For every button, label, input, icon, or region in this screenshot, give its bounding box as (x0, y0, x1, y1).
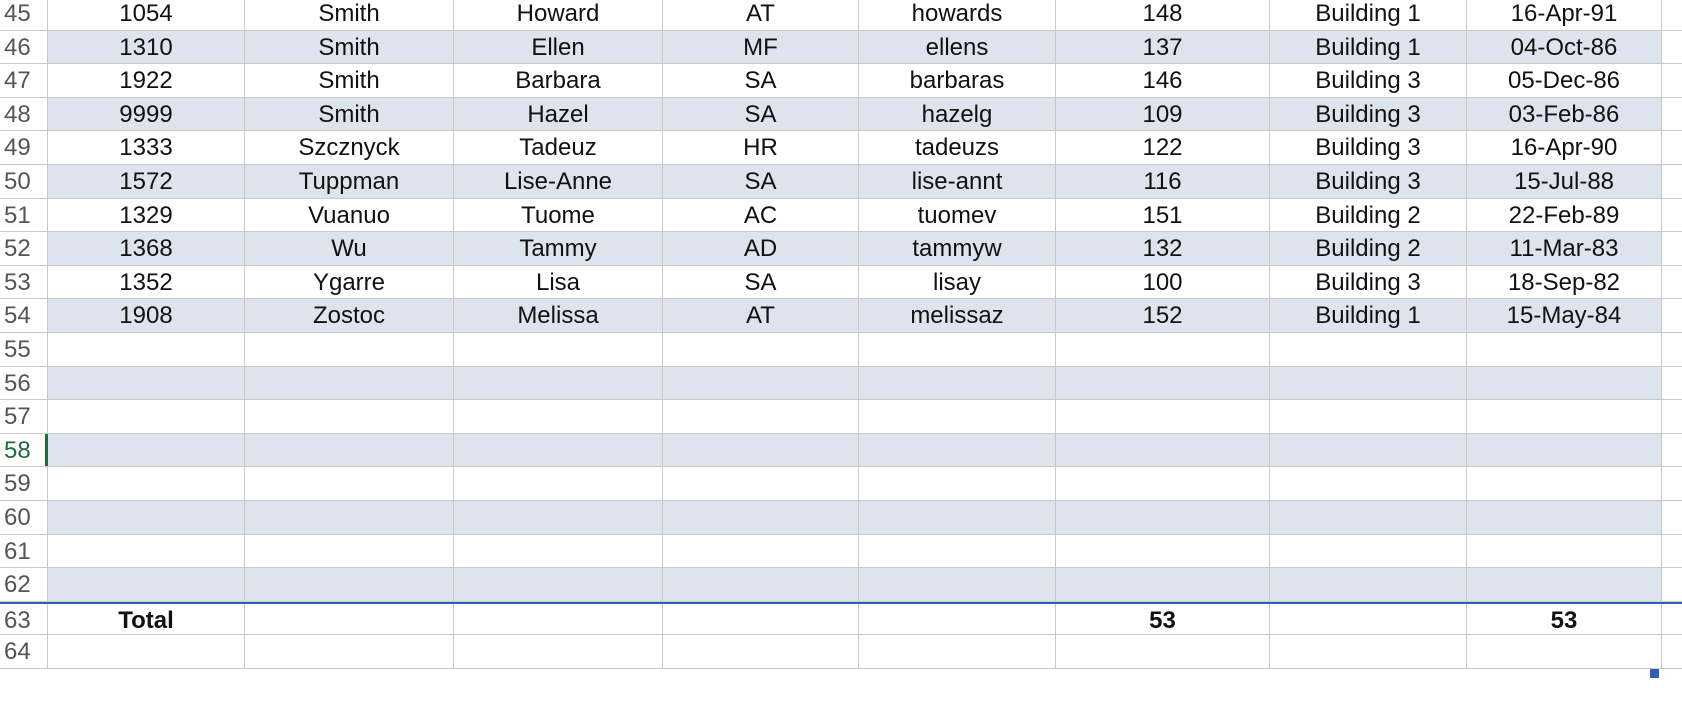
cell[interactable]: 1908 (48, 299, 245, 332)
cell[interactable] (859, 333, 1056, 366)
cell[interactable]: 15-May-84 (1467, 299, 1662, 332)
cell[interactable] (1270, 400, 1467, 433)
cell[interactable] (859, 635, 1056, 668)
cell[interactable]: 116 (1056, 165, 1270, 198)
empty-area (1662, 31, 1682, 64)
empty-area (1662, 199, 1682, 232)
cell[interactable]: 03-Feb-86 (1467, 98, 1662, 131)
empty-area (1662, 165, 1682, 198)
cell[interactable] (48, 568, 245, 601)
cell[interactable] (48, 367, 245, 400)
cell[interactable]: 05-Dec-86 (1467, 64, 1662, 97)
cell[interactable] (1467, 501, 1662, 534)
cell[interactable] (48, 400, 245, 433)
cell[interactable] (1270, 501, 1467, 534)
row-header[interactable]: 46 (0, 31, 48, 64)
cell[interactable] (663, 535, 859, 568)
cell[interactable]: howards (859, 0, 1056, 30)
cell[interactable] (1270, 535, 1467, 568)
cell[interactable]: Ygarre (245, 266, 454, 299)
empty-area (1662, 64, 1682, 97)
cell[interactable] (663, 568, 859, 601)
cell[interactable] (454, 367, 663, 400)
row-header[interactable]: 61 (0, 535, 48, 568)
table-row (0, 467, 1682, 501)
cell[interactable] (245, 333, 454, 366)
cell[interactable] (859, 400, 1056, 433)
empty-area (1662, 400, 1682, 433)
row-header[interactable]: 63 (0, 604, 48, 635)
cell[interactable]: AD (663, 232, 859, 265)
cell[interactable]: 53 (1056, 604, 1270, 635)
cell[interactable]: Tuome (454, 199, 663, 232)
cell[interactable] (1270, 434, 1467, 467)
cell[interactable] (48, 333, 245, 366)
cell[interactable]: 9999 (48, 98, 245, 131)
cell[interactable] (859, 367, 1056, 400)
cell[interactable]: tuomev (859, 199, 1056, 232)
cell[interactable] (245, 400, 454, 433)
cell[interactable] (454, 501, 663, 534)
cell[interactable] (245, 604, 454, 635)
cell[interactable]: ellens (859, 31, 1056, 64)
cell[interactable] (48, 434, 245, 467)
cell[interactable]: Smith (245, 64, 454, 97)
cell[interactable]: 109 (1056, 98, 1270, 131)
table-row (0, 64, 1682, 98)
cell[interactable]: SA (663, 266, 859, 299)
cell[interactable] (454, 535, 663, 568)
row-header[interactable]: 57 (0, 400, 48, 433)
cell[interactable] (48, 635, 245, 668)
cell[interactable]: 100 (1056, 266, 1270, 299)
cell[interactable]: 1368 (48, 232, 245, 265)
cell[interactable]: Building 1 (1270, 299, 1467, 332)
cell[interactable] (663, 635, 859, 668)
row-header[interactable]: 54 (0, 299, 48, 332)
cell[interactable] (1056, 635, 1270, 668)
cell[interactable] (859, 568, 1056, 601)
table-row (0, 568, 1682, 602)
cell[interactable] (454, 333, 663, 366)
table-row (0, 501, 1682, 535)
empty-area (1662, 131, 1682, 164)
empty-area (1662, 333, 1682, 366)
cell[interactable]: Smith (245, 0, 454, 30)
empty-area (1662, 0, 1682, 30)
cell[interactable]: AC (663, 199, 859, 232)
cell[interactable] (663, 367, 859, 400)
empty-area (1662, 232, 1682, 265)
cell[interactable]: 132 (1056, 232, 1270, 265)
cell[interactable]: Lisa (454, 266, 663, 299)
cell[interactable]: 122 (1056, 131, 1270, 164)
cell[interactable]: 1333 (48, 131, 245, 164)
table-row (0, 266, 1682, 300)
cell[interactable]: AT (663, 0, 859, 30)
cell[interactable]: Hazel (454, 98, 663, 131)
cell[interactable] (1056, 501, 1270, 534)
cell[interactable] (663, 467, 859, 500)
cell[interactable]: Barbara (454, 64, 663, 97)
cell[interactable] (663, 333, 859, 366)
row-header[interactable]: 62 (0, 568, 48, 601)
cell[interactable] (859, 535, 1056, 568)
cell[interactable] (245, 535, 454, 568)
cell[interactable] (1270, 604, 1467, 635)
cell[interactable]: Total (48, 604, 245, 635)
empty-area (1662, 266, 1682, 299)
cell[interactable] (1467, 568, 1662, 601)
total-row (0, 602, 1682, 636)
row-header[interactable]: 45 (0, 0, 48, 30)
cell[interactable] (663, 604, 859, 635)
cell[interactable]: Building 1 (1270, 0, 1467, 30)
cell[interactable]: Building 3 (1270, 131, 1467, 164)
empty-area (1662, 501, 1682, 534)
empty-area (1662, 367, 1682, 400)
cell[interactable]: 146 (1056, 64, 1270, 97)
row-header[interactable]: 50 (0, 165, 48, 198)
cell[interactable] (245, 635, 454, 668)
cell[interactable]: melissaz (859, 299, 1056, 332)
cell[interactable] (663, 501, 859, 534)
cell[interactable]: Tammy (454, 232, 663, 265)
cell[interactable]: Howard (454, 0, 663, 30)
cell[interactable]: Zostoc (245, 299, 454, 332)
cell[interactable] (1056, 367, 1270, 400)
cell[interactable] (245, 467, 454, 500)
row-header[interactable]: 52 (0, 232, 48, 265)
cell[interactable] (1056, 434, 1270, 467)
table-row (0, 299, 1682, 333)
cell[interactable]: AT (663, 299, 859, 332)
cell[interactable]: Smith (245, 98, 454, 131)
cell[interactable] (1270, 367, 1467, 400)
cell[interactable]: 1572 (48, 165, 245, 198)
cell[interactable] (1467, 467, 1662, 500)
cell[interactable] (1270, 635, 1467, 668)
row-header[interactable]: 47 (0, 64, 48, 97)
cell[interactable]: Building 3 (1270, 266, 1467, 299)
row-header[interactable]: 51 (0, 199, 48, 232)
cell[interactable]: tammyw (859, 232, 1056, 265)
row-header[interactable]: 64 (0, 635, 48, 668)
cell[interactable]: 148 (1056, 0, 1270, 30)
table-row (0, 131, 1682, 165)
table-row (0, 333, 1682, 367)
cell[interactable] (454, 400, 663, 433)
cell[interactable]: Wu (245, 232, 454, 265)
empty-area (1662, 635, 1682, 668)
row-header[interactable]: 55 (0, 333, 48, 366)
row-header[interactable]: 59 (0, 467, 48, 500)
cell[interactable]: Ellen (454, 31, 663, 64)
cell[interactable]: 22-Feb-89 (1467, 199, 1662, 232)
cell[interactable]: Building 3 (1270, 98, 1467, 131)
table-row (0, 400, 1682, 434)
row-header[interactable]: 56 (0, 367, 48, 400)
row-header[interactable]: 58 (0, 434, 48, 467)
cell[interactable] (48, 535, 245, 568)
cell[interactable] (1467, 400, 1662, 433)
cell[interactable] (1270, 467, 1467, 500)
cell[interactable] (859, 467, 1056, 500)
cell[interactable]: Building 1 (1270, 31, 1467, 64)
cell[interactable]: barbaras (859, 64, 1056, 97)
cell[interactable]: 18-Sep-82 (1467, 266, 1662, 299)
cell[interactable]: MF (663, 31, 859, 64)
table-row (0, 635, 1682, 669)
cell[interactable]: Smith (245, 31, 454, 64)
cell[interactable] (859, 501, 1056, 534)
empty-area (1662, 535, 1682, 568)
cell[interactable]: 1922 (48, 64, 245, 97)
cell[interactable]: HR (663, 131, 859, 164)
cell[interactable]: 1329 (48, 199, 245, 232)
fill-handle[interactable] (1650, 669, 1659, 678)
cell[interactable]: Tuppman (245, 165, 454, 198)
cell[interactable]: lise-annt (859, 165, 1056, 198)
cell[interactable]: 15-Jul-88 (1467, 165, 1662, 198)
cell[interactable] (454, 604, 663, 635)
table-row (0, 434, 1682, 468)
cell[interactable] (1056, 467, 1270, 500)
cell[interactable]: tadeuzs (859, 131, 1056, 164)
cell[interactable]: 11-Mar-83 (1467, 232, 1662, 265)
cell[interactable]: Vuanuo (245, 199, 454, 232)
table-row (0, 31, 1682, 65)
table-row (0, 367, 1682, 401)
cell[interactable] (245, 568, 454, 601)
cell[interactable]: SA (663, 165, 859, 198)
cell[interactable] (1467, 367, 1662, 400)
cell[interactable]: 16-Apr-91 (1467, 0, 1662, 30)
cell[interactable]: Tadeuz (454, 131, 663, 164)
cell[interactable]: 53 (1467, 604, 1662, 635)
cell[interactable] (1056, 535, 1270, 568)
cell[interactable]: Building 3 (1270, 64, 1467, 97)
cell[interactable]: SA (663, 98, 859, 131)
cell[interactable] (1056, 400, 1270, 433)
cell[interactable]: 16-Apr-90 (1467, 131, 1662, 164)
empty-area (1662, 434, 1682, 467)
row-header[interactable]: 53 (0, 266, 48, 299)
cell[interactable] (245, 501, 454, 534)
cell[interactable]: Szcznyck (245, 131, 454, 164)
cell[interactable] (245, 367, 454, 400)
cell[interactable] (48, 501, 245, 534)
cell[interactable] (454, 467, 663, 500)
cell[interactable] (245, 434, 454, 467)
table-row (0, 0, 1682, 31)
cell[interactable]: 1054 (48, 0, 245, 30)
empty-area (1662, 568, 1682, 601)
empty-area (1662, 604, 1682, 635)
cell[interactable]: 1310 (48, 31, 245, 64)
empty-area (1662, 299, 1682, 332)
cell[interactable] (663, 434, 859, 467)
row-header[interactable]: 49 (0, 131, 48, 164)
cell[interactable] (1056, 333, 1270, 366)
cell[interactable] (454, 635, 663, 668)
cell[interactable] (1467, 635, 1662, 668)
row-header[interactable]: 60 (0, 501, 48, 534)
cell[interactable] (1467, 434, 1662, 467)
cell[interactable]: Building 3 (1270, 165, 1467, 198)
cell[interactable]: 1352 (48, 266, 245, 299)
cell[interactable] (48, 467, 245, 500)
cell[interactable] (1467, 333, 1662, 366)
cell[interactable] (1467, 535, 1662, 568)
cell[interactable]: Building 2 (1270, 232, 1467, 265)
cell[interactable]: Melissa (454, 299, 663, 332)
row-header[interactable]: 48 (0, 98, 48, 131)
cell[interactable]: 137 (1056, 31, 1270, 64)
cell[interactable] (663, 400, 859, 433)
cell[interactable]: lisay (859, 266, 1056, 299)
table-row (0, 98, 1682, 132)
cell[interactable]: SA (663, 64, 859, 97)
cell[interactable] (454, 568, 663, 601)
cell[interactable]: Lise-Anne (454, 165, 663, 198)
table-row (0, 232, 1682, 266)
cell[interactable] (859, 434, 1056, 467)
table-row (0, 165, 1682, 199)
cell[interactable] (1056, 568, 1270, 601)
empty-area (1662, 98, 1682, 131)
cell[interactable] (1270, 333, 1467, 366)
cell[interactable]: 152 (1056, 299, 1270, 332)
table-row (0, 199, 1682, 233)
cell[interactable]: 151 (1056, 199, 1270, 232)
empty-area (1662, 467, 1682, 500)
cell[interactable]: hazelg (859, 98, 1056, 131)
cell[interactable]: 04-Oct-86 (1467, 31, 1662, 64)
cell[interactable] (1270, 568, 1467, 601)
cell[interactable] (454, 434, 663, 467)
cell[interactable]: Building 2 (1270, 199, 1467, 232)
cell[interactable] (859, 604, 1056, 635)
table-row (0, 535, 1682, 569)
